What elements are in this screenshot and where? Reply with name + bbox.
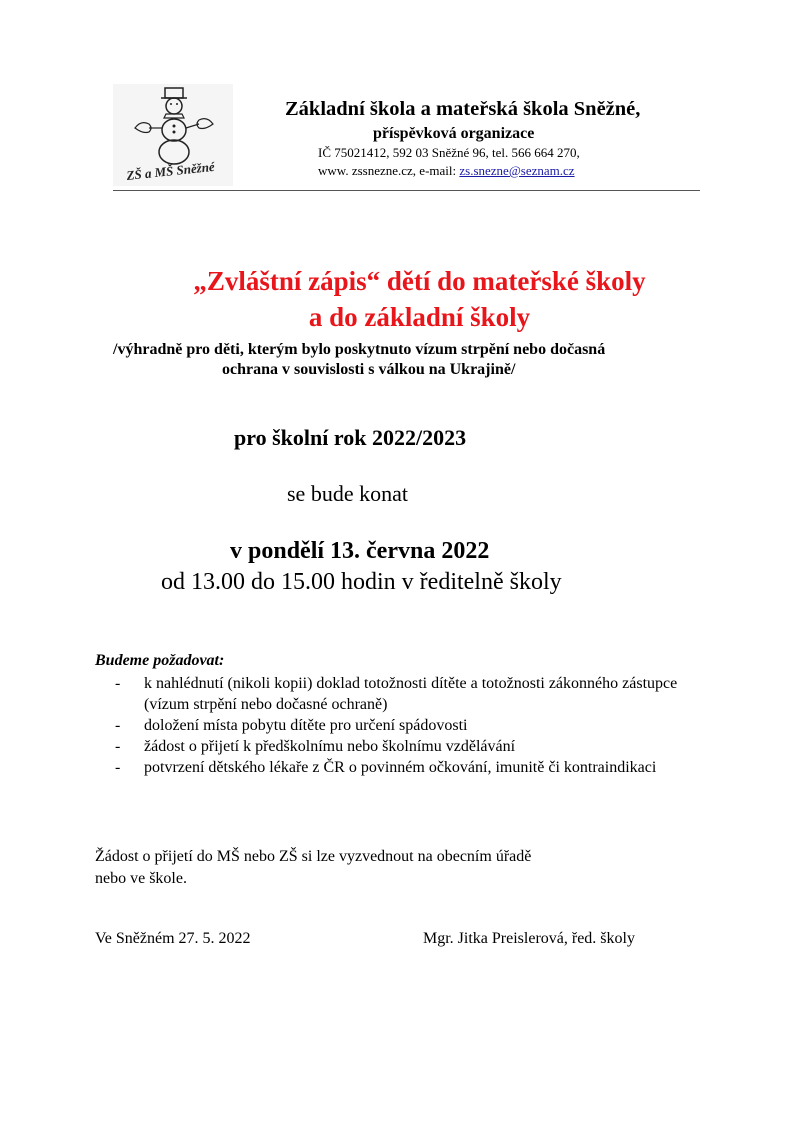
- event-time: od 13.00 do 15.00 hodin v ředitelně školy: [161, 569, 562, 595]
- event-date: v pondělí 13. června 2022: [230, 538, 490, 564]
- list-item-text: žádost o přijetí k předškolnímu nebo školnímu vzdělávání: [144, 738, 516, 755]
- list-dash: -: [115, 675, 121, 692]
- will-take-place: se bude konat: [287, 481, 408, 506]
- signature: Mgr. Jitka Preislerová, řed. školy: [423, 930, 635, 947]
- requirements-heading: Budeme požadovat:: [95, 652, 225, 669]
- application-note: [95, 846, 531, 890]
- requirements-list: [115, 673, 715, 778]
- snowman-logo-icon: [113, 84, 233, 186]
- school-logo: [113, 84, 233, 186]
- school-year: pro školní rok 2022/2023: [234, 425, 467, 450]
- organization-type: příspěvková organizace: [373, 125, 535, 142]
- list-item-text: doložení místa pobytu dítěte pro určení spádovosti: [144, 717, 468, 734]
- title-line-1: „Zvláštní zápis“ dětí do mateřské školy: [193, 266, 646, 296]
- title-note-line-2: ochrana v souvislosti s válkou na Ukrajině/: [222, 361, 516, 378]
- list-item: [115, 736, 715, 757]
- contact-line: IČ 75021412, 592 03 Sněžné 96, tel. 566 664 270,: [318, 145, 580, 160]
- title-note-line-1: /výhradně pro děti, kterým bylo poskytnuto vízum strpění nebo dočasná: [113, 341, 606, 358]
- application-note-line-2: nebo ve škole.: [95, 870, 187, 887]
- email-link[interactable]: zs.snezne@seznam.cz: [459, 163, 575, 178]
- list-item: [115, 715, 715, 736]
- svg-text:ZŠ a MŠ Sněžné: ZŠ a MŠ Sněžné: [125, 158, 216, 183]
- web-prefix: www. zssnezne.cz, e-mail:: [318, 163, 460, 178]
- list-item-text: k nahlédnutí (nikoli kopii) doklad totožnosti dítěte a totožnosti zákonného zástupce (vízum strpění nebo dočasné ochraně): [144, 675, 678, 713]
- list-dash: -: [115, 717, 121, 734]
- contact-web-line: [318, 163, 575, 179]
- list-item: [115, 673, 715, 715]
- school-name: Základní škola a mateřská škola Sněžné,: [285, 98, 641, 120]
- header-divider: [113, 190, 700, 191]
- list-dash: -: [115, 738, 121, 755]
- list-item-text: potvrzení dětského lékaře z ČR o povinném očkování, imunitě či kontraindikaci: [144, 759, 657, 776]
- place-and-date: Ve Sněžném 27. 5. 2022: [95, 930, 251, 947]
- list-item: [115, 757, 715, 778]
- application-note-line-1: Žádost o přijetí do MŠ nebo ZŠ si lze vyzvednout na obecním úřadě: [95, 848, 532, 865]
- list-dash: -: [115, 759, 121, 776]
- title-line-2: a do základní školy: [308, 302, 531, 332]
